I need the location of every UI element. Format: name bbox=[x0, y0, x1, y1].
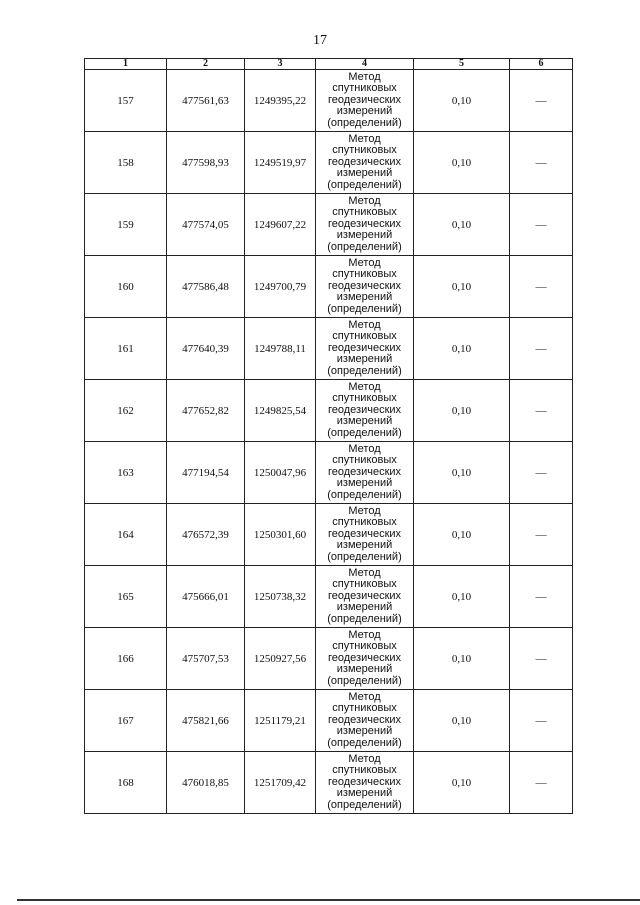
point-number-cell: 159 bbox=[85, 194, 167, 256]
method-text-line: измерений bbox=[336, 353, 393, 366]
method-text-line: геодезических bbox=[327, 217, 402, 230]
point-number-cell: 165 bbox=[85, 566, 167, 628]
method-cell bbox=[316, 752, 414, 814]
x-coordinate-cell: 477194,54 bbox=[167, 442, 245, 504]
method-text-line: геодезических bbox=[327, 465, 402, 478]
method-cell bbox=[316, 442, 414, 504]
method-cell bbox=[316, 318, 414, 380]
note-cell: — bbox=[510, 628, 573, 690]
x-coordinate-cell: 477598,93 bbox=[167, 132, 245, 194]
y-coordinate-cell: 1249607,22 bbox=[245, 194, 316, 256]
method-text-line: спутниковых bbox=[332, 392, 397, 405]
y-coordinate-cell: 1249788,11 bbox=[245, 318, 316, 380]
accuracy-cell: 0,10 bbox=[414, 566, 510, 628]
y-coordinate-cell: 1250927,56 bbox=[245, 628, 316, 690]
y-coordinate-cell: 1250047,96 bbox=[245, 442, 316, 504]
x-coordinate-cell: 476018,85 bbox=[167, 752, 245, 814]
method-text-line: (определений) bbox=[327, 736, 402, 749]
method-cell bbox=[316, 504, 414, 566]
method-text-line: (определений) bbox=[327, 674, 402, 687]
point-number-cell: 164 bbox=[85, 504, 167, 566]
method-text-line: Метод bbox=[348, 690, 381, 703]
method-text-line: (определений) bbox=[327, 364, 402, 377]
x-coordinate-cell: 477574,05 bbox=[167, 194, 245, 256]
method-text-line: (определений) bbox=[327, 550, 402, 563]
method-text-line: геодезических bbox=[327, 775, 402, 788]
method-text-line: геодезических bbox=[327, 527, 402, 540]
accuracy-cell: 0,10 bbox=[414, 194, 510, 256]
page-number: 17 bbox=[313, 33, 327, 48]
method-text-line: геодезических bbox=[327, 279, 402, 292]
method-text-line: измерений bbox=[336, 229, 393, 242]
method-text-line: Метод bbox=[348, 566, 381, 579]
note-cell: — bbox=[510, 318, 573, 380]
table-header-row bbox=[85, 59, 573, 70]
method-cell bbox=[316, 380, 414, 442]
method-text-line: измерений bbox=[336, 291, 393, 304]
method-cell bbox=[316, 566, 414, 628]
method-text-line: Метод bbox=[348, 318, 381, 331]
column-header-1: 1 bbox=[85, 59, 167, 70]
column-header-6: 6 bbox=[510, 59, 573, 70]
point-number-cell: 158 bbox=[85, 132, 167, 194]
method-text-line: спутниковых bbox=[332, 330, 397, 343]
table-row bbox=[85, 318, 573, 380]
x-coordinate-cell: 477640,39 bbox=[167, 318, 245, 380]
method-cell bbox=[316, 256, 414, 318]
method-text-line: спутниковых bbox=[332, 268, 397, 281]
note-cell: — bbox=[510, 566, 573, 628]
method-text-line: измерений bbox=[336, 663, 393, 676]
method-text-line: измерений bbox=[336, 167, 393, 180]
note-cell: — bbox=[510, 256, 573, 318]
method-text-line: спутниковых bbox=[332, 764, 397, 777]
method-text-line: (определений) bbox=[327, 798, 402, 811]
method-text-line: геодезических bbox=[327, 651, 402, 664]
method-text-line: Метод bbox=[348, 442, 381, 455]
column-header-5: 5 bbox=[414, 59, 510, 70]
point-number-cell: 162 bbox=[85, 380, 167, 442]
method-cell bbox=[316, 628, 414, 690]
method-text-line: геодезических bbox=[327, 589, 402, 602]
method-text-line: (определений) bbox=[327, 178, 402, 191]
accuracy-cell: 0,10 bbox=[414, 318, 510, 380]
note-cell: — bbox=[510, 70, 573, 132]
method-text-line: Метод bbox=[348, 70, 381, 83]
x-coordinate-cell: 475707,53 bbox=[167, 628, 245, 690]
accuracy-cell: 0,10 bbox=[414, 256, 510, 318]
table-row bbox=[85, 70, 573, 132]
note-cell: — bbox=[510, 752, 573, 814]
method-text-line: геодезических bbox=[327, 155, 402, 168]
table-row bbox=[85, 132, 573, 194]
bottom-rule bbox=[17, 899, 640, 901]
method-text-line: измерений bbox=[336, 725, 393, 738]
table-row bbox=[85, 256, 573, 318]
y-coordinate-cell: 1250738,32 bbox=[245, 566, 316, 628]
accuracy-cell: 0,10 bbox=[414, 132, 510, 194]
method-text-line: измерений bbox=[336, 415, 393, 428]
accuracy-cell: 0,10 bbox=[414, 752, 510, 814]
x-coordinate-cell: 475666,01 bbox=[167, 566, 245, 628]
method-text-line: спутниковых bbox=[332, 578, 397, 591]
note-cell: — bbox=[510, 380, 573, 442]
x-coordinate-cell: 475821,66 bbox=[167, 690, 245, 752]
method-text-line: спутниковых bbox=[332, 516, 397, 529]
method-cell bbox=[316, 132, 414, 194]
method-text-line: Метод bbox=[348, 256, 381, 269]
table-row bbox=[85, 566, 573, 628]
method-text-line: спутниковых bbox=[332, 640, 397, 653]
x-coordinate-cell: 477652,82 bbox=[167, 380, 245, 442]
method-text-line: спутниковых bbox=[332, 454, 397, 467]
method-text-line: (определений) bbox=[327, 488, 402, 501]
x-coordinate-cell: 476572,39 bbox=[167, 504, 245, 566]
table-row bbox=[85, 504, 573, 566]
point-number-cell: 166 bbox=[85, 628, 167, 690]
table-row bbox=[85, 380, 573, 442]
accuracy-cell: 0,10 bbox=[414, 442, 510, 504]
accuracy-cell: 0,10 bbox=[414, 70, 510, 132]
note-cell: — bbox=[510, 132, 573, 194]
method-text-line: (определений) bbox=[327, 426, 402, 439]
method-text-line: измерений bbox=[336, 601, 393, 614]
column-header-2: 2 bbox=[167, 59, 245, 70]
table-row bbox=[85, 752, 573, 814]
method-text-line: геодезических bbox=[327, 93, 402, 106]
method-text-line: (определений) bbox=[327, 116, 402, 129]
method-text-line: измерений bbox=[336, 105, 393, 118]
method-cell bbox=[316, 70, 414, 132]
x-coordinate-cell: 477586,48 bbox=[167, 256, 245, 318]
accuracy-cell: 0,10 bbox=[414, 380, 510, 442]
point-number-cell: 160 bbox=[85, 256, 167, 318]
method-text-line: измерений bbox=[336, 787, 393, 800]
method-text-line: геодезических bbox=[327, 341, 402, 354]
method-text-line: измерений bbox=[336, 539, 393, 552]
method-text-line: (определений) bbox=[327, 612, 402, 625]
method-text-line: (определений) bbox=[327, 302, 402, 315]
table-row bbox=[85, 628, 573, 690]
note-cell: — bbox=[510, 194, 573, 256]
table-row bbox=[85, 690, 573, 752]
method-text-line: Метод bbox=[348, 504, 381, 517]
x-coordinate-cell: 477561,63 bbox=[167, 70, 245, 132]
y-coordinate-cell: 1250301,60 bbox=[245, 504, 316, 566]
method-text-line: геодезических bbox=[327, 713, 402, 726]
column-header-3: 3 bbox=[245, 59, 316, 70]
method-text-line: Метод bbox=[348, 132, 381, 145]
note-cell: — bbox=[510, 690, 573, 752]
column-header-4: 4 bbox=[316, 59, 414, 70]
method-text-line: спутниковых bbox=[332, 144, 397, 157]
point-number-cell: 161 bbox=[85, 318, 167, 380]
point-number-cell: 163 bbox=[85, 442, 167, 504]
y-coordinate-cell: 1249519,97 bbox=[245, 132, 316, 194]
y-coordinate-cell: 1251179,21 bbox=[245, 690, 316, 752]
accuracy-cell: 0,10 bbox=[414, 628, 510, 690]
method-cell bbox=[316, 194, 414, 256]
note-cell: — bbox=[510, 504, 573, 566]
point-number-cell: 157 bbox=[85, 70, 167, 132]
y-coordinate-cell: 1249700,79 bbox=[245, 256, 316, 318]
point-number-cell: 167 bbox=[85, 690, 167, 752]
method-text-line: (определений) bbox=[327, 240, 402, 253]
method-cell bbox=[316, 690, 414, 752]
method-text-line: измерений bbox=[336, 477, 393, 490]
method-text-line: спутниковых bbox=[332, 702, 397, 715]
y-coordinate-cell: 1249395,22 bbox=[245, 70, 316, 132]
method-text-line: геодезических bbox=[327, 403, 402, 416]
method-text-line: Метод bbox=[348, 752, 381, 765]
method-text-line: Метод bbox=[348, 380, 381, 393]
note-cell: — bbox=[510, 442, 573, 504]
method-text-line: спутниковых bbox=[332, 82, 397, 95]
method-text-line: Метод bbox=[348, 194, 381, 207]
accuracy-cell: 0,10 bbox=[414, 504, 510, 566]
method-text-line: спутниковых bbox=[332, 206, 397, 219]
point-number-cell: 168 bbox=[85, 752, 167, 814]
y-coordinate-cell: 1251709,42 bbox=[245, 752, 316, 814]
accuracy-cell: 0,10 bbox=[414, 690, 510, 752]
table-row bbox=[85, 194, 573, 256]
method-text-line: Метод bbox=[348, 628, 381, 641]
table-row bbox=[85, 442, 573, 504]
coordinates-table bbox=[84, 58, 573, 814]
y-coordinate-cell: 1249825,54 bbox=[245, 380, 316, 442]
